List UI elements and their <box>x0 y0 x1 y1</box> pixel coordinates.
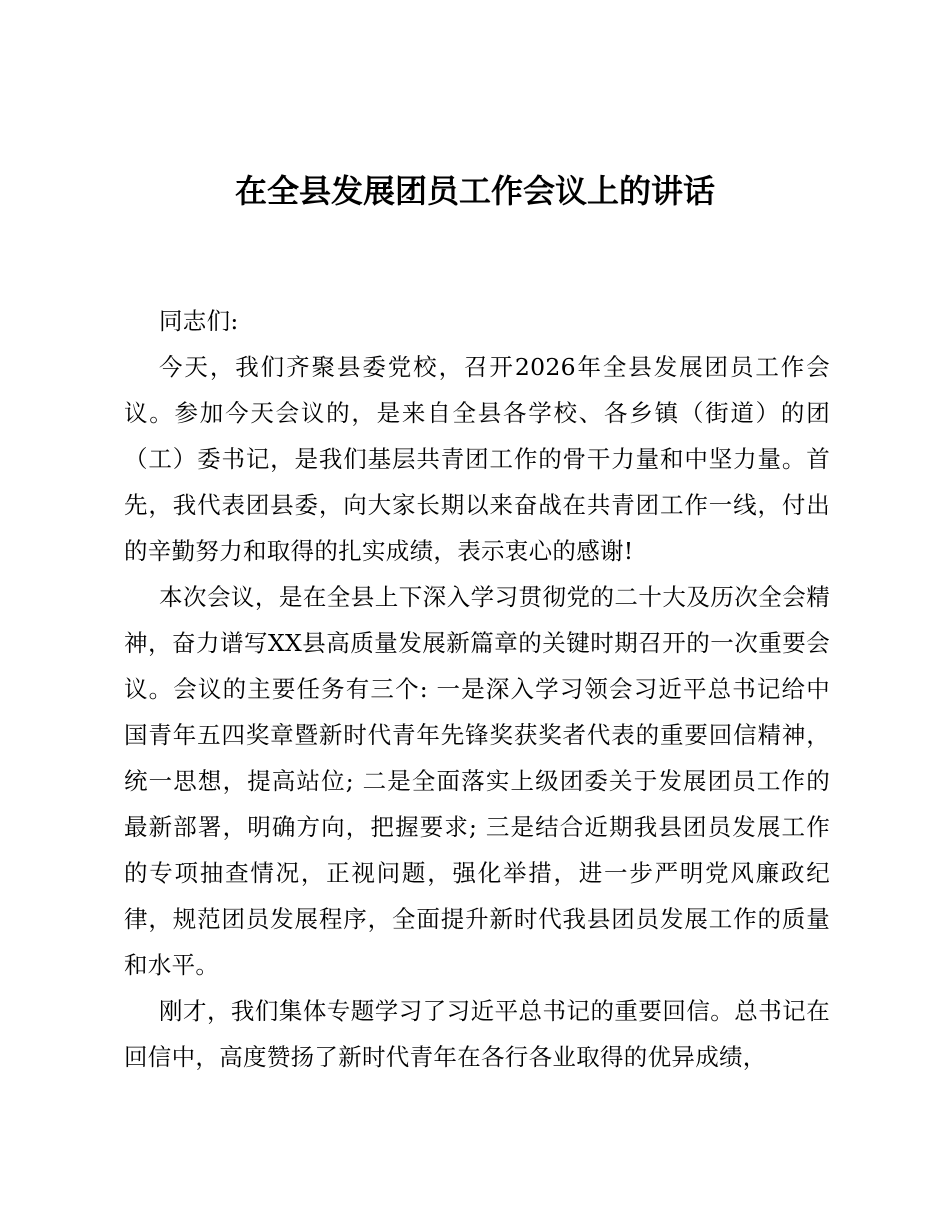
paragraph-meeting-tasks: 本次会议，是在全县上下深入学习贯彻党的二十大及历次全会精神，奋力谱写XX县高质量发展新篇章的关键时期召开的一次重要会议。会议的主要任务有三个: 一是深入学习领会习近平总书记给中国青年五四奖章暨新时代青年先锋奖获奖者代表的重要回信精神，统一思想，提高站位; 二是全面落实上级团委关于发展团员工作的最新部署，明确方向，把握要求; 三是结合近期我县团员发展工作的专项抽查情况，正视问题，强化举措，进一步严明党风廉政纪律，规范团员发展程序，全面提升新时代我县团员发展工作的质量和水平。 <box>124 583 830 979</box>
document-title: 在全县发展团员工作会议上的讲话 <box>234 172 715 210</box>
document-body <box>124 298 830 1080</box>
paragraph-opening: 今天，我们齐聚县委党校，召开2026年全县发展团员工作会议。参加今天会议的，是来自全县各学校、各乡镇（街道）的团（工）委书记，是我们基层共青团工作的骨干力量和中坚力量。首先，我代表团县委，向大家长期以来奋战在共青团工作一线，付出的辛勤努力和取得的扎实成绩，表示衷心的感谢! <box>124 353 830 565</box>
salutation: 同志们: <box>159 307 239 335</box>
paragraph-reply-study: 刚才，我们集体专题学习了习近平总书记的重要回信。总书记在回信中，高度赞扬了新时代青年在各行各业取得的优异成绩， <box>124 997 830 1071</box>
